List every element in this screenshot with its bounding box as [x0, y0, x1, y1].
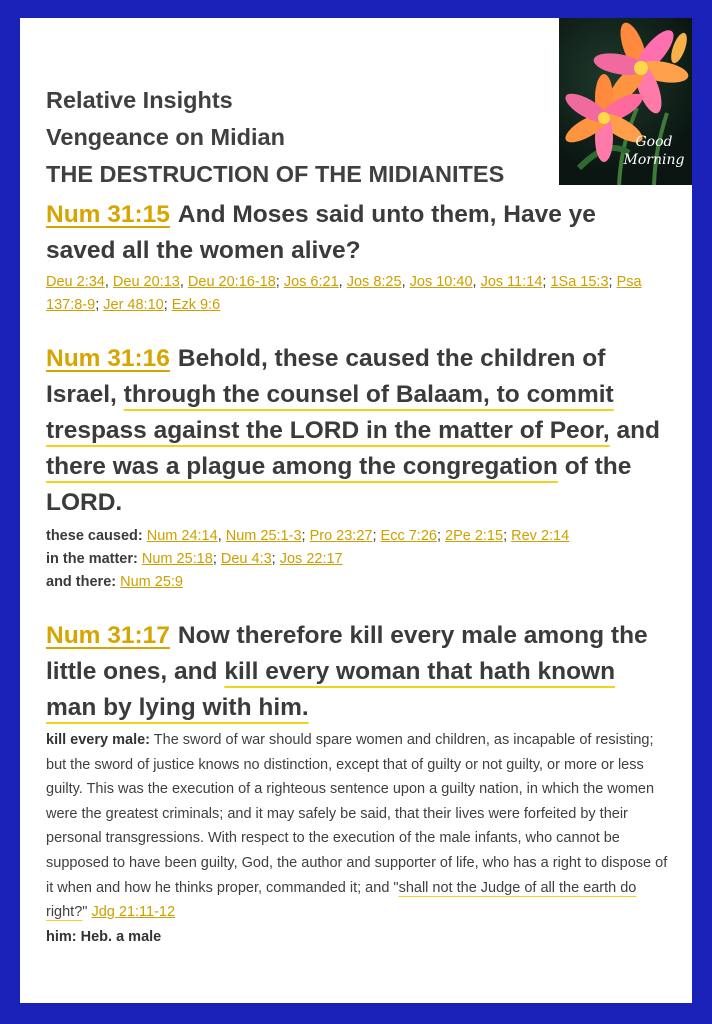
- xref-link[interactable]: Jos 10:40: [409, 274, 473, 290]
- xref-link[interactable]: Num 25:9: [120, 574, 183, 590]
- xref-link[interactable]: Deu 20:16-18: [187, 274, 276, 290]
- xref-link[interactable]: Jos 11:14: [480, 274, 543, 290]
- verse-31-16: [46, 341, 672, 521]
- document-page: [20, 18, 692, 1003]
- highlighted-text: through the counsel of Balaam, to commit trespass against the LORD in the matter of Peor,: [46, 381, 614, 444]
- xref-link[interactable]: Num 25:1-3: [225, 528, 302, 544]
- verse-text: Behold, these caused the children of Israel,: [46, 345, 606, 408]
- xref-link[interactable]: Ecc 7:26: [380, 528, 437, 544]
- xref-label: these caused:: [46, 528, 143, 544]
- xref-link[interactable]: Ezk 9:6: [171, 297, 221, 313]
- photo-caption: [619, 133, 689, 169]
- note-text: Heb. a male: [80, 928, 162, 945]
- heading-relative-insights: Relative Insights: [46, 87, 233, 113]
- note-text: ": [82, 904, 88, 921]
- verse-text: of the LORD.: [46, 453, 632, 516]
- xref-link[interactable]: Pro 23:27: [309, 528, 373, 544]
- xref-link[interactable]: 2Pe 2:15: [445, 528, 504, 544]
- xref-link[interactable]: 1Sa 15:3: [550, 274, 609, 290]
- xref-link[interactable]: Jos 8:25: [346, 274, 402, 290]
- heading-destruction: THE DESTRUCTION OF THE MIDIANITES: [46, 161, 505, 187]
- xref-link[interactable]: Deu 4:3: [220, 551, 272, 567]
- xref-link[interactable]: Deu 2:34: [46, 274, 105, 290]
- good-morning-flower-image: [559, 18, 692, 185]
- xref-link[interactable]: Deu 20:13: [112, 274, 180, 290]
- cross-references-31-15: Deu 2:34, Deu 20:13, Deu 20:16-18; Jos 6:21, Jos 8:25, Jos 10:40, Jos 11:14; 1Sa 15:3; Psa 137:8-9; Jer 48:10; Ezk 9:6: [46, 274, 642, 313]
- xref-link[interactable]: Num 25:18: [141, 551, 213, 567]
- highlighted-text: kill every woman that hath known man by lying with him.: [46, 658, 616, 721]
- verse-31-16-block: [46, 341, 672, 594]
- caption-good: Good: [635, 134, 673, 150]
- note-label: kill every male:: [46, 732, 150, 748]
- xref-link[interactable]: Jos 22:17: [279, 551, 343, 567]
- cross-references-31-16: these caused: Num 24:14, Num 25:1-3; Pro 23:27; Ecc 7:26; 2Pe 2:15; Rev 2:14 in the matter: Num 25:18; Deu 4:3; Jos 22:17 and there: Num 25:9: [46, 528, 570, 590]
- highlighted-quote: shall not the Judge of all the earth do right?: [46, 879, 637, 921]
- xref-link[interactable]: Rev 2:14: [511, 528, 570, 544]
- verse-31-15-block: [46, 197, 672, 317]
- heading-vengeance-on-midian: Vengeance on Midian: [46, 124, 285, 150]
- highlighted-text: there was a plague among the congregation: [46, 453, 558, 480]
- xref-link[interactable]: Jos 6:21: [283, 274, 339, 290]
- note-label: him:: [46, 928, 77, 945]
- verse-31-15: [46, 197, 672, 269]
- xref-link[interactable]: Num 24:14: [146, 528, 218, 544]
- xref-link[interactable]: Jdg 21:11-12: [91, 904, 176, 921]
- verse-ref-31-17[interactable]: Num 31:17: [46, 622, 170, 649]
- verse-31-17: [46, 618, 672, 726]
- xref-label: in the matter:: [46, 551, 138, 567]
- verse-31-17-block: [46, 618, 672, 949]
- xref-label: and there:: [46, 574, 117, 590]
- verse-ref-31-16[interactable]: Num 31:16: [46, 345, 170, 372]
- verse-ref-31-15[interactable]: Num 31:15: [46, 201, 170, 228]
- commentary-note: [46, 728, 672, 949]
- verse-text: and: [616, 417, 661, 444]
- note-text: The sword of war should spare women and children, as incapable of resisting; but the sword of justice knows no distinction, except that of guilty or not guilty, or more or less guilty. This was the execution of a righteous sentence upon a guilty nation, in which the women were the greatest criminals; and it may safely be said, that their lives were forfeited by their personal transgressions. With respect to the execution of the male infants, who cannot be supposed to have been guilty, God, the author and supporter of life, who has a right to dispose of it when and how he thinks proper, commanded it; and ": [46, 732, 668, 896]
- verse-text: Now therefore kill every male among the little ones, and: [46, 622, 648, 685]
- xref-link[interactable]: Psa 137:8-9: [46, 274, 642, 313]
- verse-text: And Moses said unto them, Have ye saved all the women alive?: [46, 201, 596, 264]
- caption-morning: Morning: [623, 152, 685, 168]
- xref-link[interactable]: Jer 48:10: [103, 297, 164, 313]
